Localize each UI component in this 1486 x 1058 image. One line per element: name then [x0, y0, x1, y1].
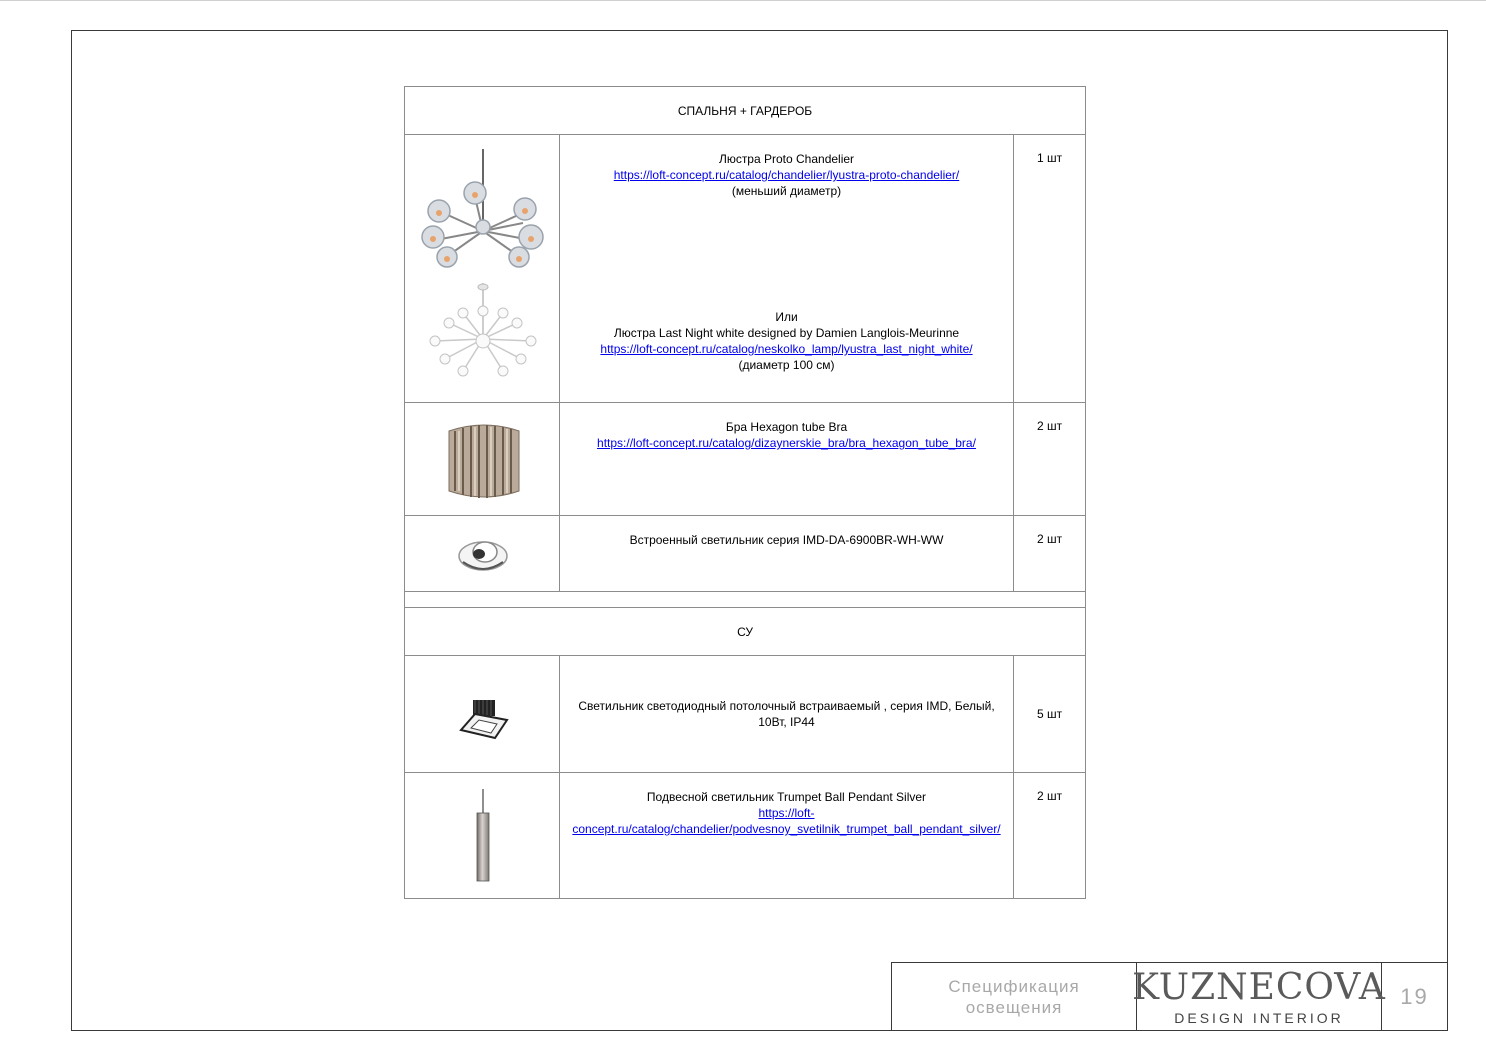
alternative-label: Или: [775, 310, 798, 324]
square-downlight-icon: [459, 696, 509, 742]
alternative-product-note: (диаметр 100 см): [738, 358, 835, 372]
quantity-cell: 2 шт: [1014, 403, 1086, 516]
quantity-cell: 2 шт: [1014, 516, 1086, 592]
lighting-spec-table: [404, 86, 1086, 899]
product-description-cell: [560, 135, 1014, 403]
logo-wordmark: KUZNECOVA: [1132, 966, 1386, 1008]
product-link[interactable]: https://loft-concept.ru/catalog/chandelier/lyustra-proto-chandelier/: [613, 168, 960, 182]
product-link[interactable]: https://loft-: [758, 806, 815, 820]
table-row: [405, 656, 1086, 773]
section-title-bathroom: СУ: [405, 608, 1086, 656]
sheet-title-line2: освещения: [965, 997, 1063, 1017]
product-description-cell: [560, 656, 1014, 773]
table-row: [405, 516, 1086, 592]
product-link[interactable]: https://loft-concept.ru/catalog/dizaynerskie_bra/bra_hexagon_tube_bra/: [597, 436, 976, 450]
sheet-title: [892, 963, 1137, 1030]
section-title-bedroom: СПАЛЬНЯ + ГАРДЕРОБ: [405, 87, 1086, 135]
product-name: Подвесной светильник Trumpet Ball Pendant Silver: [646, 790, 927, 804]
alternative-product-name: Люстра Last Night white designed by Damien Langlois-Meurinne: [613, 326, 960, 340]
chandelier-proto-icon: [419, 149, 547, 269]
product-name: Светильник светодиодный потолочный встраиваемый , серия IMD, Белый, 10Вт, IP44: [578, 699, 995, 729]
product-link-continued[interactable]: concept.ru/catalog/chandelier/podvesnoy_svetilnik_trumpet_ball_pendant_silver/: [572, 822, 1001, 836]
table-row: [405, 135, 1086, 403]
chandelier-last-night-icon: [427, 283, 539, 383]
product-image-cell: [405, 135, 560, 403]
sconce-hexagon-icon: [443, 421, 525, 501]
product-image-cell: [405, 773, 560, 899]
tube-pendant-icon: [473, 789, 493, 883]
table-row: [405, 403, 1086, 516]
product-image-cell: [405, 656, 560, 773]
company-logo: [1132, 963, 1386, 1030]
product-name: Встроенный светильник серия IMD-DA-6900BR-WH-WW: [629, 533, 944, 547]
product-name: Бра Hexagon tube Bra: [725, 420, 848, 434]
quantity-cell: 5 шт: [1014, 656, 1086, 773]
title-block: [891, 962, 1448, 1031]
product-description-cell: [560, 403, 1014, 516]
quantity-cell: 1 шт: [1014, 135, 1086, 403]
product-note: (меньший диаметр): [731, 184, 842, 198]
page-number: 19: [1400, 983, 1429, 1009]
product-description-cell: [560, 516, 1014, 592]
spacer-row: [405, 592, 1086, 608]
table-row: [405, 773, 1086, 899]
product-description-cell: [560, 773, 1014, 899]
spacer-cell: [405, 592, 1086, 608]
alternative-product-link[interactable]: https://loft-concept.ru/catalog/neskolko_lamp/lyustra_last_night_white/: [600, 342, 973, 356]
quantity-cell: 2 шт: [1014, 773, 1086, 899]
recessed-spotlight-icon: [457, 532, 509, 574]
product-image-cell: [405, 516, 560, 592]
top-divider: [0, 0, 1486, 1]
product-name: Люстра Proto Chandelier: [718, 152, 855, 166]
product-image-cell: [405, 403, 560, 516]
logo-tagline: DESIGN INTERIOR: [1174, 1009, 1344, 1026]
sheet-title-line1: Спецификация: [948, 976, 1080, 996]
